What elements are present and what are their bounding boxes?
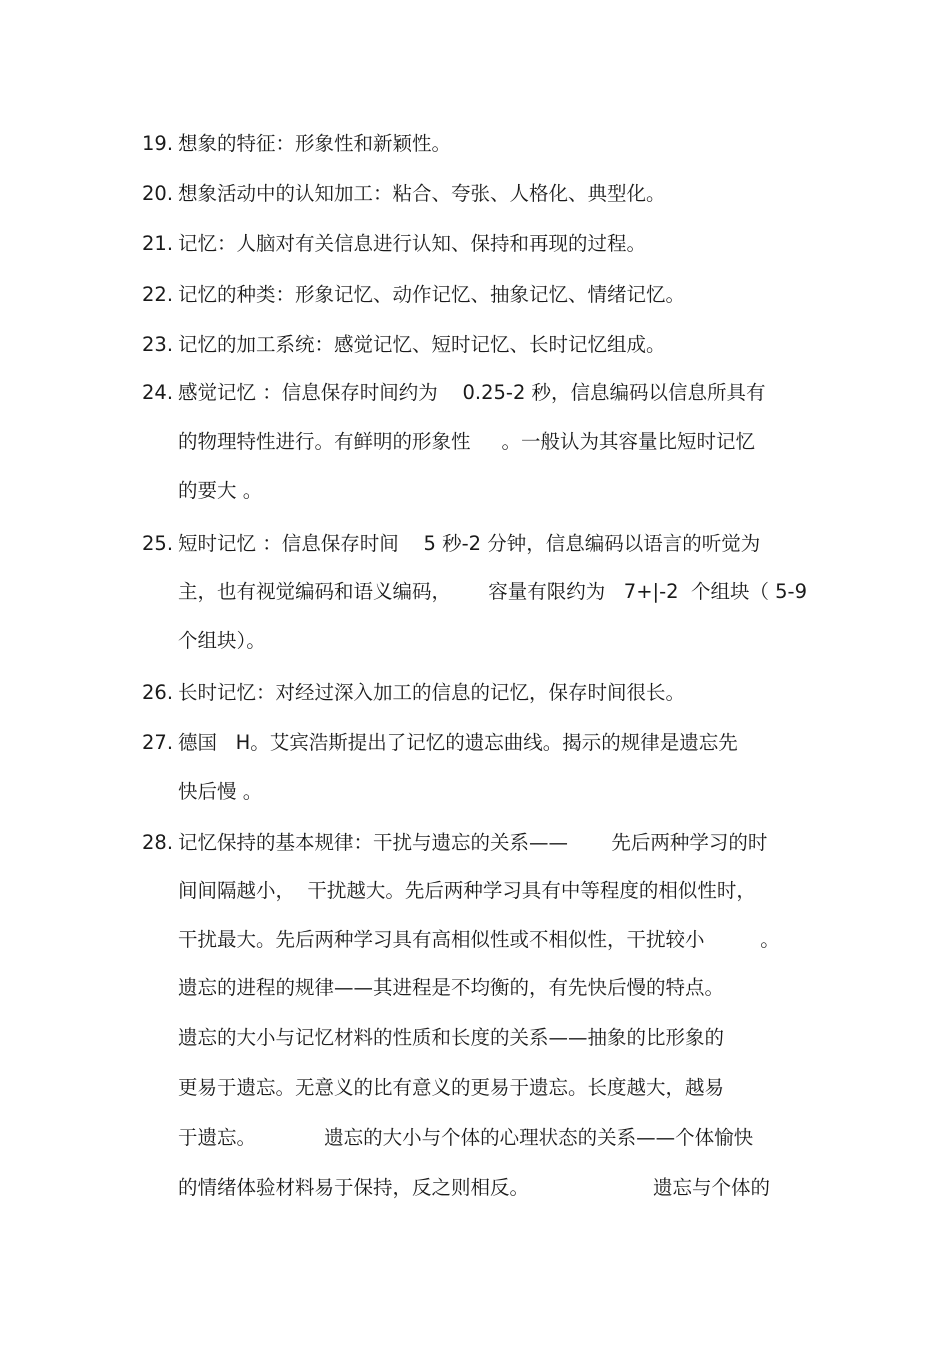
item-text-line: 长时记忆：对经过深入加工的信息的记忆，保存时间很长。 (178, 681, 686, 704)
item-text-line: 遗忘的大小与记忆材料的性质和长度的关系——抽象的比形象的 (178, 1026, 725, 1049)
item-text-line: 感觉记忆 ：信息保存时间约为 0.25-2 秒，信息编码以信息所具有 (178, 381, 766, 404)
item-text-line: 更易于遗忘。无意义的比有意义的更易于遗忘。长度越大，越易 (178, 1076, 725, 1099)
item-text-line: 的要大 。 (178, 479, 263, 502)
item-number: 28. (142, 831, 174, 854)
item-text-line: 记忆的种类：形象记忆、动作记忆、抽象记忆、情绪记忆。 (178, 283, 686, 306)
item-number: 23. (142, 333, 174, 356)
item-text-line: 短时记忆 ：信息保存时间 5 秒-2 分钟，信息编码以语言的听觉为 (178, 532, 761, 555)
item-text-line: 于遗忘。 遗忘的大小与个体的心理状态的关系——个体愉快 (178, 1126, 754, 1149)
item-number: 24. (142, 381, 174, 404)
item-text-line: 间间隔越小， 干扰越大。先后两种学习具有中等程度的相似性时， (178, 879, 756, 902)
item-text-line: 想象活动中的认知加工：粘合、夸张、人格化、典型化。 (178, 182, 666, 205)
item-text-line: 的物理特性进行。有鲜明的形象性 。一般认为其容量比短时记忆 (178, 430, 755, 453)
item-text-line: 想象的特征：形象性和新颖性。 (178, 132, 452, 155)
item-number: 20. (142, 182, 174, 205)
item-text-line: 主，也有视觉编码和语义编码， 容量有限约为 7+|-2 个组块（ 5-9 (178, 580, 807, 603)
item-text-line: 个组块）。 (178, 629, 266, 652)
item-text-line: 的情绪体验材料易于保持，反之则相反。 遗忘与个体的 (178, 1176, 770, 1199)
item-number: 25. (142, 532, 174, 555)
item-text-line: 遗忘的进程的规律——其进程是不均衡的，有先快后慢的特点。 (178, 976, 725, 999)
item-number: 21. (142, 232, 174, 255)
item-text-line: 记忆保持的基本规律：干扰与遗忘的关系—— 先后两种学习的时 (178, 831, 768, 854)
item-number: 26. (142, 681, 174, 704)
item-text-line: 德国 H。艾宾浩斯提出了记忆的遗忘曲线。揭示的规律是遗忘先 (178, 731, 738, 754)
item-number: 19. (142, 132, 174, 155)
item-text-line: 快后慢 。 (178, 780, 263, 803)
item-text-line: 记忆的加工系统：感觉记忆、短时记忆、长时记忆组成。 (178, 333, 666, 356)
item-text-line: 记忆：人脑对有关信息进行认知、保持和再现的过程。 (178, 232, 647, 255)
item-number: 27. (142, 731, 174, 754)
item-number: 22. (142, 283, 174, 306)
item-text-line: 干扰最大。先后两种学习具有高相似性或不相似性，干扰较小 。 (178, 928, 780, 951)
